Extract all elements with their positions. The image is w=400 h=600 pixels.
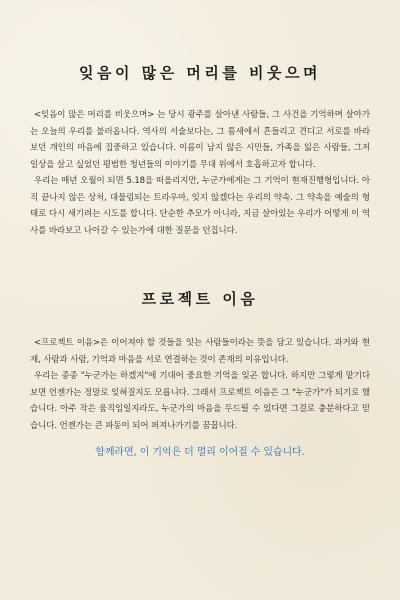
intro-paragraph-2: 우리는 매년 오월이 되면 5.18을 떠올리지만, 누군가에게는 그 기억이 현재진행형입니다. 아직 끝나지 않은 상처, 대물림되는 트라우마, 잊지 않겠다는 우리의 약속. 그 약속을 예술의 형태로 다시 새기려는 시도를 합니다. 단순한 추모가 아니라, 지금 살아있는 우리가 어떻게 이 역사를 바라보고 나아갈 수 있는가에 대한 질문을 던집니다. bbox=[30, 176, 370, 236]
intro-title: 잊음이 많은 머리를 비웃으며 bbox=[78, 64, 322, 82]
project-section bbox=[30, 239, 370, 461]
closing-highlight: 함께라면, 이 기억은 더 멀리 이어질 수 있습니다. bbox=[95, 447, 305, 458]
intro-paragraph-1: <잊음이 많은 머리를 비웃으며> 는 당시 광주를 살아낸 사람들, 그 사건을 기억하며 살아가는 오늘의 우리를 불러옵니다. 역사의 서술보다는, 그 틈새에서 흔들리고 견디고 서로를 바라보던 개인의 마음에 집중하고 있습니다. 이름이 남지 않은 시민들, 가족을 잃은 사람들, 그저 일상을 살고 싶었던 평범한 청년들의 이야기를 무대 위에서 호흡하고자 합니다. bbox=[30, 110, 370, 170]
project-title: 프로젝트 이음 bbox=[141, 290, 259, 308]
intro-section bbox=[30, 0, 370, 239]
project-paragraph-1: <프로젝트 이음>은 이어져야 할 것들을 잇는 사람들이라는 뜻을 담고 있습니다. 과거와 현재, 사람과 사람, 기억과 마음을 서로 연결하는 것이 존재의 이유입니다. bbox=[30, 338, 370, 365]
project-body bbox=[30, 335, 370, 434]
intro-body bbox=[30, 107, 370, 239]
project-paragraph-2: 우리는 종종 "누군가는 하겠지"에 기대어 중요한 기억을 잊곤 합니다. 하지만 그렇게 맡기다 보면 언젠가는 정말로 잊혀질지도 모릅니다. 그래서 프로젝트 이음은 그 "누군가"가 되기로 했습니다. 아주 작은 움직임일지라도, 누군가의 마음을 두드릴 수 있다면 그걸로 충분하다고 믿습니다. 언젠가는 큰 파동이 되어 퍼져나가기를 꿈꿉니다. bbox=[30, 371, 370, 431]
